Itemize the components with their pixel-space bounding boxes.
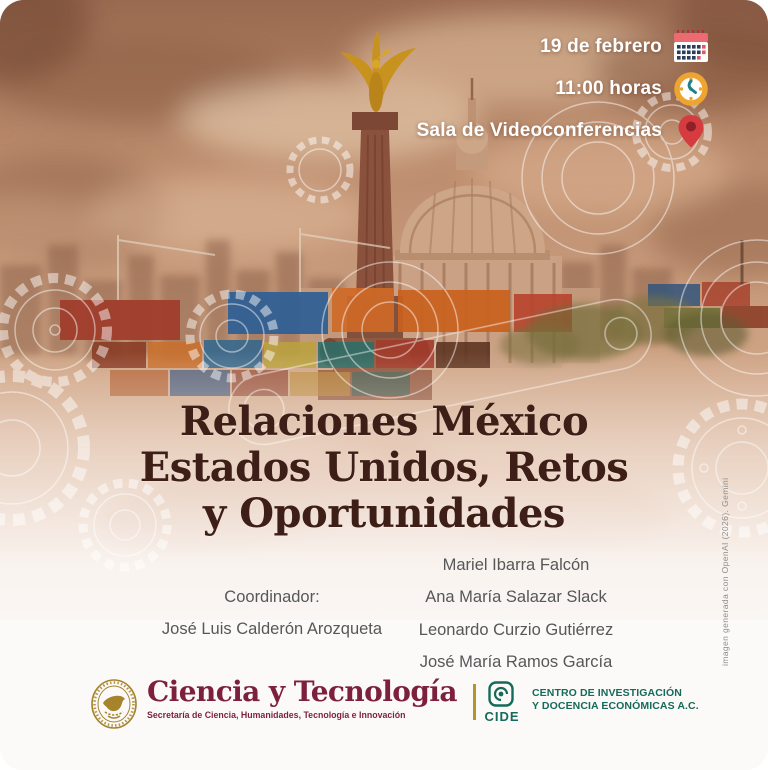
event-location: Sala de Videoconferencias [416, 119, 662, 141]
clock-icon [672, 70, 710, 108]
title-line-1: Relaciones México [179, 398, 589, 445]
coordinator-label: Coordinador: [224, 587, 320, 606]
location-pin-icon [672, 113, 710, 149]
event-date: 19 de febrero [540, 35, 662, 57]
cide-logo-icon [488, 681, 514, 712]
cide-name-line-1: CENTRO DE INVESTIGACIÓN [532, 687, 682, 699]
speaker-name: Mariel Ibarra Falcón [442, 555, 590, 574]
sct-subtitle: Secretaría de Ciencia, Humanidades, Tecnología e Innovación [147, 710, 406, 720]
speaker-name: Ana María Salazar Slack [425, 588, 607, 607]
speaker-name: Leonardo Curzio Gutiérrez [418, 620, 614, 639]
mexico-government-seal-icon [90, 678, 138, 735]
title-line-2: Estados Unidos, Retos [139, 444, 629, 491]
footer-logos [0, 674, 768, 770]
speakers-list [354, 549, 678, 679]
sct-name: Ciencia y Tecnología [147, 675, 457, 708]
sct-logo-text [147, 676, 477, 720]
event-location-row [417, 112, 710, 149]
title-line-3: y Oportunidades [203, 490, 565, 537]
cide-full-name [532, 687, 699, 713]
event-date-row [540, 28, 710, 65]
coordinator-name: José Luis Calderón Arozqueta [161, 620, 383, 639]
page-title [0, 399, 768, 537]
cide-acronym: CIDE [484, 709, 520, 724]
event-info [417, 28, 710, 149]
event-time-row [555, 70, 710, 107]
footer-divider [473, 684, 476, 720]
event-time: 11:00 horas [555, 77, 662, 99]
cide-name-line-2: Y DOCENCIA ECONÓMICAS A.C. [532, 700, 699, 712]
image-credit-watermark: imagen generada con OpenAI (2026). Gemini [720, 477, 730, 666]
calendar-icon [672, 30, 710, 64]
speaker-name: José María Ramos García [419, 653, 613, 672]
